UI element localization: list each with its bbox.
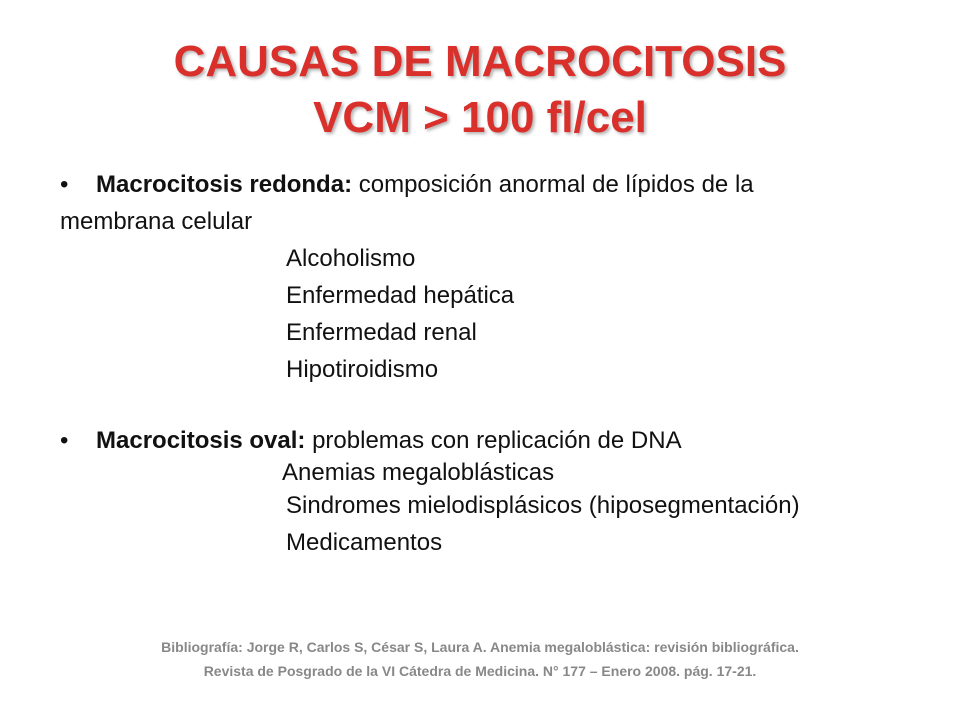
list-item: Enfermedad hepática: [286, 282, 515, 309]
title-line-1: CAUSAS DE MACROCITOSIS: [173, 37, 787, 86]
list-item: Alcoholismo: [286, 245, 416, 272]
list-item: Medicamentos: [286, 529, 443, 556]
list-item: Sindromes mielodisplásicos (hiposegmentación): [286, 492, 800, 519]
section-description: composición anormal de lípidos de la: [352, 171, 754, 198]
title-line-2: VCM > 100 fl/cel: [313, 93, 647, 142]
list-item: Enfermedad renal: [286, 319, 477, 346]
list-item: Anemias megaloblásticas: [282, 459, 555, 486]
section-heading: Macrocitosis oval:: [96, 427, 306, 454]
section-description: problemas con replicación de DNA: [305, 427, 682, 454]
bullet-icon: •: [60, 427, 69, 454]
section-redonda: [60, 166, 930, 388]
section-description-continued: membrana celular: [60, 208, 253, 235]
slide-title: [0, 34, 960, 146]
section-oval: [60, 422, 930, 561]
bibliography-line-1: Bibliografía: Jorge R, Carlos S, César S, Laura A. Anemia megaloblástica: revisión bibliográfica.: [161, 639, 799, 655]
slide-body: [60, 166, 930, 561]
bullet-icon: •: [60, 171, 69, 198]
list-item: Hipotiroidismo: [286, 356, 439, 383]
section-heading: Macrocitosis redonda:: [96, 171, 353, 198]
bibliography-line-2: Revista de Posgrado de la VI Cátedra de Medicina. N° 177 – Enero 2008. pág. 17-21.: [203, 663, 757, 679]
bibliography: [0, 635, 960, 683]
